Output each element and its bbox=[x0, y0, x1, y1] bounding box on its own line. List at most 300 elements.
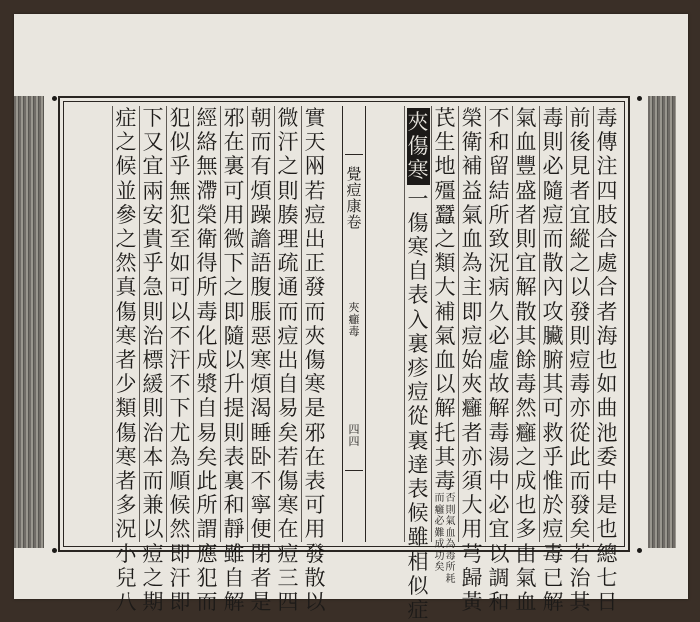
glyph: 湯 bbox=[488, 444, 510, 469]
glyph: 者 bbox=[115, 469, 137, 494]
glyph: 毒 bbox=[196, 299, 218, 324]
glyph: 治 bbox=[142, 323, 164, 348]
glyph: 況 bbox=[115, 517, 137, 542]
glyph: 候 bbox=[115, 154, 137, 179]
glyph: 貴 bbox=[142, 227, 164, 252]
glyph: 痘 bbox=[542, 517, 564, 542]
glyph: 閉 bbox=[250, 541, 272, 566]
glyph: 毒 bbox=[515, 372, 537, 397]
glyph: 也 bbox=[515, 493, 537, 518]
glyph: 而 bbox=[196, 590, 218, 615]
glyph: 矣 bbox=[569, 517, 591, 542]
glyph: 矣 bbox=[196, 444, 218, 469]
glyph: 可 bbox=[169, 275, 191, 300]
glyph: 殭 bbox=[434, 178, 456, 203]
glyph: 傷 bbox=[115, 299, 137, 324]
glyph: 以 bbox=[488, 541, 510, 566]
glyph: 氣 bbox=[434, 323, 456, 348]
annotation-line bbox=[435, 493, 445, 585]
glyph: 病 bbox=[488, 275, 510, 300]
glyph: 前 bbox=[569, 106, 591, 130]
text-column bbox=[458, 106, 485, 615]
glyph: 攻 bbox=[542, 299, 564, 324]
glyph: 升 bbox=[223, 372, 245, 397]
glyph: 況 bbox=[488, 251, 510, 276]
glyph: 若 bbox=[277, 444, 299, 469]
glyph: 症 bbox=[407, 598, 429, 622]
section-column bbox=[404, 106, 431, 622]
glyph: 已 bbox=[542, 565, 564, 590]
glyph: 傳 bbox=[596, 130, 618, 155]
glyph: 腹 bbox=[250, 275, 272, 300]
glyph: 合 bbox=[596, 227, 618, 252]
glyph: 而 bbox=[277, 299, 299, 324]
glyph: 漿 bbox=[196, 372, 218, 397]
glyph: 兒 bbox=[115, 565, 137, 590]
glyph: 也 bbox=[596, 517, 618, 542]
glyph: 成 bbox=[196, 348, 218, 373]
glyph: 寒 bbox=[250, 348, 272, 373]
glyph: 之 bbox=[142, 565, 164, 590]
glyph: 表 bbox=[407, 477, 429, 502]
glyph: 者 bbox=[250, 565, 272, 590]
glyph: 痘 bbox=[542, 202, 564, 227]
glyph: 夾 bbox=[461, 372, 483, 397]
glyph: 血 bbox=[461, 227, 483, 252]
glyph: 乎 bbox=[169, 154, 191, 179]
glyph: 餘 bbox=[515, 348, 537, 373]
glyph: 實 bbox=[304, 106, 326, 130]
glyph: 日 bbox=[596, 590, 618, 615]
glyph: 其 bbox=[515, 323, 537, 348]
glyph: 而 bbox=[250, 130, 272, 155]
annotation bbox=[435, 493, 456, 585]
glyph: 毒 bbox=[434, 469, 456, 494]
glyph: 癰 bbox=[515, 420, 537, 445]
glyph: 犯 bbox=[169, 202, 191, 227]
glyph: 曲 bbox=[596, 396, 618, 421]
glyph: 其 bbox=[434, 444, 456, 469]
glyph: 譫 bbox=[250, 227, 272, 252]
glyph: 裏 bbox=[407, 428, 429, 453]
glyph: 下 bbox=[223, 251, 245, 276]
text-column bbox=[512, 106, 539, 615]
glyph: 四 bbox=[348, 435, 360, 448]
glyph: 宜 bbox=[515, 251, 537, 276]
glyph: 則 bbox=[142, 396, 164, 421]
glyph: 則 bbox=[142, 299, 164, 324]
glyph: 表 bbox=[407, 283, 429, 308]
glyph: 榮 bbox=[461, 106, 483, 130]
glyph: 然 bbox=[515, 396, 537, 421]
glyph: 少 bbox=[115, 372, 137, 397]
glyph: 解 bbox=[223, 590, 245, 615]
glyph: 須 bbox=[461, 469, 483, 494]
glyph: 歸 bbox=[461, 565, 483, 590]
glyph: 毒 bbox=[488, 420, 510, 445]
glyph: 之 bbox=[223, 275, 245, 300]
fish-tail-mark bbox=[345, 154, 363, 165]
glyph: 惡 bbox=[250, 323, 272, 348]
glyph: 之 bbox=[277, 154, 299, 179]
glyph: 自 bbox=[223, 565, 245, 590]
glyph: 痘 bbox=[142, 541, 164, 566]
glyph: 煩 bbox=[250, 178, 272, 203]
glyph: 痘 bbox=[277, 541, 299, 566]
glyph: 脹 bbox=[250, 299, 272, 324]
glyph: 用 bbox=[461, 517, 483, 542]
glyph: 邪 bbox=[304, 420, 326, 445]
glyph: 和 bbox=[223, 493, 245, 518]
text-column bbox=[247, 106, 274, 615]
glyph: 寒 bbox=[407, 235, 429, 260]
glyph: 傷 bbox=[407, 134, 429, 159]
glyph: 致 bbox=[488, 227, 510, 252]
glyph: 所 bbox=[488, 202, 510, 227]
glyph: 有 bbox=[250, 154, 272, 179]
glyph: 乎 bbox=[142, 251, 164, 276]
text-column bbox=[166, 106, 193, 615]
page-number bbox=[343, 424, 365, 448]
glyph: 以 bbox=[142, 517, 164, 542]
glyph: 衛 bbox=[461, 130, 483, 155]
glyph: 解 bbox=[515, 275, 537, 300]
glyph: 一 bbox=[407, 186, 429, 211]
text-column bbox=[566, 106, 593, 615]
glyph: 而 bbox=[434, 493, 445, 505]
glyph: 犯 bbox=[196, 565, 218, 590]
glyph: 謂 bbox=[196, 517, 218, 542]
glyph: 宜 bbox=[569, 202, 591, 227]
glyph: 發 bbox=[569, 299, 591, 324]
text-column bbox=[112, 106, 139, 615]
glyph: 散 bbox=[515, 299, 537, 324]
glyph: 發 bbox=[304, 541, 326, 566]
glyph: 如 bbox=[169, 251, 191, 276]
glyph: 症 bbox=[115, 106, 137, 130]
glyph: 和 bbox=[488, 130, 510, 155]
glyph: 者 bbox=[596, 299, 618, 324]
glyph: 必 bbox=[488, 323, 510, 348]
glyph: 類 bbox=[115, 396, 137, 421]
glyph: 之 bbox=[515, 444, 537, 469]
spine-title bbox=[343, 166, 365, 230]
glyph: 傷 bbox=[304, 348, 326, 373]
glyph: 睡 bbox=[250, 420, 272, 445]
glyph: 易 bbox=[196, 420, 218, 445]
glyph: 內 bbox=[542, 275, 564, 300]
glyph: 絡 bbox=[196, 130, 218, 155]
glyph: 從 bbox=[407, 404, 429, 429]
glyph: 痘 bbox=[461, 323, 483, 348]
glyph: 以 bbox=[223, 348, 245, 373]
glyph: 治 bbox=[142, 420, 164, 445]
glyph: 標 bbox=[142, 348, 164, 373]
glyph: 期 bbox=[142, 590, 164, 615]
glyph: 語 bbox=[250, 251, 272, 276]
glyph: 則 bbox=[515, 227, 537, 252]
bleed-through-right bbox=[648, 96, 676, 548]
glyph: 覺 bbox=[346, 165, 362, 183]
glyph: 結 bbox=[488, 178, 510, 203]
glyph: 以 bbox=[434, 372, 456, 397]
glyph: 是 bbox=[250, 590, 272, 615]
glyph: 煩 bbox=[250, 372, 272, 397]
glyph: 以 bbox=[169, 299, 191, 324]
glyph: 裏 bbox=[223, 154, 245, 179]
glyph: 者 bbox=[461, 420, 483, 445]
section-title bbox=[407, 108, 430, 185]
glyph: 微 bbox=[223, 227, 245, 252]
glyph: 表 bbox=[304, 469, 326, 494]
glyph: 急 bbox=[142, 275, 164, 300]
glyph: 毒 bbox=[542, 541, 564, 566]
glyph: 毒 bbox=[569, 372, 591, 397]
binding-hole bbox=[52, 548, 57, 553]
glyph: 即 bbox=[461, 299, 483, 324]
glyph: 多 bbox=[115, 493, 137, 518]
glyph: 靜 bbox=[223, 517, 245, 542]
glyph: 正 bbox=[304, 251, 326, 276]
glyph: 在 bbox=[304, 444, 326, 469]
glyph: 之 bbox=[434, 227, 456, 252]
glyph: 氣 bbox=[461, 202, 483, 227]
glyph: 以 bbox=[304, 590, 326, 615]
glyph: 散 bbox=[542, 251, 564, 276]
text-column bbox=[593, 106, 620, 615]
glyph: 毒 bbox=[445, 550, 456, 562]
glyph: 化 bbox=[196, 323, 218, 348]
text-column bbox=[274, 106, 301, 615]
glyph: 血 bbox=[445, 527, 456, 539]
glyph: 池 bbox=[596, 420, 618, 445]
glyph: 出 bbox=[304, 227, 326, 252]
glyph: 為 bbox=[445, 539, 456, 551]
glyph: 之 bbox=[115, 130, 137, 155]
glyph: 經 bbox=[196, 106, 218, 130]
glyph: 毒 bbox=[596, 106, 618, 130]
glyph: 所 bbox=[445, 562, 456, 574]
glyph: 如 bbox=[596, 372, 618, 397]
glyph: 用 bbox=[223, 202, 245, 227]
glyph: 候 bbox=[169, 493, 191, 518]
glyph: 不 bbox=[250, 469, 272, 494]
glyph: 可 bbox=[542, 396, 564, 421]
glyph: 則 bbox=[445, 504, 456, 516]
glyph: 提 bbox=[223, 396, 245, 421]
glyph: 主 bbox=[461, 275, 483, 300]
glyph: 卧 bbox=[250, 444, 272, 469]
glyph: 若 bbox=[569, 541, 591, 566]
glyph: 自 bbox=[196, 396, 218, 421]
glyph: 自 bbox=[277, 372, 299, 397]
glyph: 隨 bbox=[223, 323, 245, 348]
glyph: 之 bbox=[569, 251, 591, 276]
glyph: 入 bbox=[407, 307, 429, 332]
glyph: 必 bbox=[488, 493, 510, 518]
glyph: 而 bbox=[142, 469, 164, 494]
glyph: 表 bbox=[223, 444, 245, 469]
glyph: 發 bbox=[304, 275, 326, 300]
glyph: 蠶 bbox=[434, 202, 456, 227]
glyph: 八 bbox=[115, 590, 137, 615]
glyph: 渴 bbox=[250, 396, 272, 421]
glyph: 必 bbox=[542, 154, 564, 179]
glyph: 解 bbox=[488, 396, 510, 421]
glyph: 卷 bbox=[346, 213, 362, 231]
glyph: 則 bbox=[542, 130, 564, 155]
glyph: 腠 bbox=[277, 202, 299, 227]
glyph: 豐 bbox=[515, 154, 537, 179]
glyph: 所 bbox=[196, 275, 218, 300]
glyph: 血 bbox=[515, 590, 537, 615]
glyph: 犯 bbox=[169, 106, 191, 130]
glyph: 傷 bbox=[115, 420, 137, 445]
glyph: 邪 bbox=[223, 106, 245, 130]
glyph: 注 bbox=[596, 154, 618, 179]
text-column bbox=[301, 106, 328, 615]
glyph: 四 bbox=[277, 590, 299, 615]
glyph: 之 bbox=[115, 227, 137, 252]
glyph: 始 bbox=[461, 348, 483, 373]
glyph: 故 bbox=[488, 372, 510, 397]
glyph: 寒 bbox=[115, 444, 137, 469]
glyph: 救 bbox=[542, 420, 564, 445]
glyph: 為 bbox=[169, 444, 191, 469]
glyph: 寧 bbox=[250, 493, 272, 518]
text-column bbox=[139, 106, 166, 615]
glyph: 兩 bbox=[142, 178, 164, 203]
glyph: 無 bbox=[196, 154, 218, 179]
glyph: 矣 bbox=[277, 420, 299, 445]
glyph: 易 bbox=[277, 396, 299, 421]
fish-tail-mark bbox=[345, 460, 363, 471]
glyph: 黃 bbox=[461, 590, 483, 615]
glyph: 尤 bbox=[169, 420, 191, 445]
glyph: 夾 bbox=[348, 301, 360, 314]
glyph: 者 bbox=[569, 178, 591, 203]
glyph: 隨 bbox=[542, 178, 564, 203]
glyph: 氣 bbox=[515, 565, 537, 590]
glyph: 寒 bbox=[407, 158, 429, 183]
glyph: 處 bbox=[596, 251, 618, 276]
glyph: 兼 bbox=[142, 493, 164, 518]
glyph: 者 bbox=[115, 348, 137, 373]
glyph: 夾 bbox=[407, 110, 429, 134]
glyph: 無 bbox=[169, 178, 191, 203]
glyph: 調 bbox=[488, 565, 510, 590]
glyph: 然 bbox=[169, 517, 191, 542]
text-frame bbox=[58, 96, 630, 622]
glyph: 可 bbox=[304, 493, 326, 518]
glyph: 相 bbox=[407, 549, 429, 574]
glyph: 至 bbox=[169, 227, 191, 252]
glyph: 真 bbox=[115, 275, 137, 300]
bleed-through-left bbox=[14, 96, 44, 548]
glyph: 痘 bbox=[277, 323, 299, 348]
glyph: 從 bbox=[569, 420, 591, 445]
glyph: 裏 bbox=[223, 469, 245, 494]
glyph: 是 bbox=[596, 493, 618, 518]
glyph: 大 bbox=[434, 275, 456, 300]
glyph: 傷 bbox=[277, 469, 299, 494]
glyph: 癰 bbox=[461, 396, 483, 421]
glyph: 夾 bbox=[304, 323, 326, 348]
glyph: 不 bbox=[488, 106, 510, 130]
glyph: 參 bbox=[115, 202, 137, 227]
glyph: 汗 bbox=[169, 565, 191, 590]
glyph: 總 bbox=[596, 541, 618, 566]
glyph: 痘 bbox=[346, 181, 362, 199]
glyph: 否 bbox=[445, 493, 456, 505]
glyph: 理 bbox=[277, 227, 299, 252]
glyph: 三 bbox=[277, 565, 299, 590]
glyph: 即 bbox=[169, 590, 191, 615]
glyph: 臟 bbox=[542, 323, 564, 348]
glyph: 成 bbox=[515, 469, 537, 494]
glyph: 四 bbox=[348, 423, 360, 436]
glyph: 耗 bbox=[445, 573, 456, 585]
glyph: 地 bbox=[434, 154, 456, 179]
glyph: 為 bbox=[461, 251, 483, 276]
binding-hole bbox=[637, 548, 642, 553]
glyph: 若 bbox=[304, 178, 326, 203]
glyph: 裏 bbox=[407, 331, 429, 356]
glyph: 生 bbox=[434, 130, 456, 155]
glyph: 本 bbox=[142, 444, 164, 469]
glyph: 痘 bbox=[304, 202, 326, 227]
glyph: 達 bbox=[407, 452, 429, 477]
glyph: 益 bbox=[461, 178, 483, 203]
glyph: 雖 bbox=[407, 525, 429, 550]
glyph: 亦 bbox=[569, 396, 591, 421]
glyph: 其 bbox=[542, 372, 564, 397]
glyph: 出 bbox=[277, 348, 299, 373]
glyph: 見 bbox=[569, 154, 591, 179]
glyph: 痘 bbox=[407, 380, 429, 405]
glyph: 矣 bbox=[434, 562, 445, 574]
glyph: 血 bbox=[434, 348, 456, 373]
glyph: 托 bbox=[434, 420, 456, 445]
glyph: 散 bbox=[304, 565, 326, 590]
glyph: 榮 bbox=[196, 202, 218, 227]
glyph: 中 bbox=[488, 469, 510, 494]
glyph: 由 bbox=[515, 541, 537, 566]
glyph: 亦 bbox=[461, 444, 483, 469]
glyph: 類 bbox=[434, 251, 456, 276]
glyph: 合 bbox=[596, 275, 618, 300]
glyph: 疹 bbox=[407, 356, 429, 381]
glyph: 安 bbox=[142, 202, 164, 227]
glyph: 縱 bbox=[569, 227, 591, 252]
glyph: 也 bbox=[596, 348, 618, 373]
glyph: 大 bbox=[461, 493, 483, 518]
glyph: 而 bbox=[569, 469, 591, 494]
text-column bbox=[485, 106, 512, 615]
glyph: 即 bbox=[223, 299, 245, 324]
glyph: 下 bbox=[142, 106, 164, 130]
glyph: 候 bbox=[407, 501, 429, 526]
glyph: 傷 bbox=[407, 210, 429, 235]
glyph: 而 bbox=[542, 227, 564, 252]
glyph: 多 bbox=[515, 517, 537, 542]
glyph: 芎 bbox=[461, 541, 483, 566]
book-spine bbox=[342, 106, 366, 542]
text-column bbox=[220, 106, 247, 615]
glyph: 解 bbox=[434, 396, 456, 421]
glyph: 緩 bbox=[142, 372, 164, 397]
glyph: 下 bbox=[169, 396, 191, 421]
